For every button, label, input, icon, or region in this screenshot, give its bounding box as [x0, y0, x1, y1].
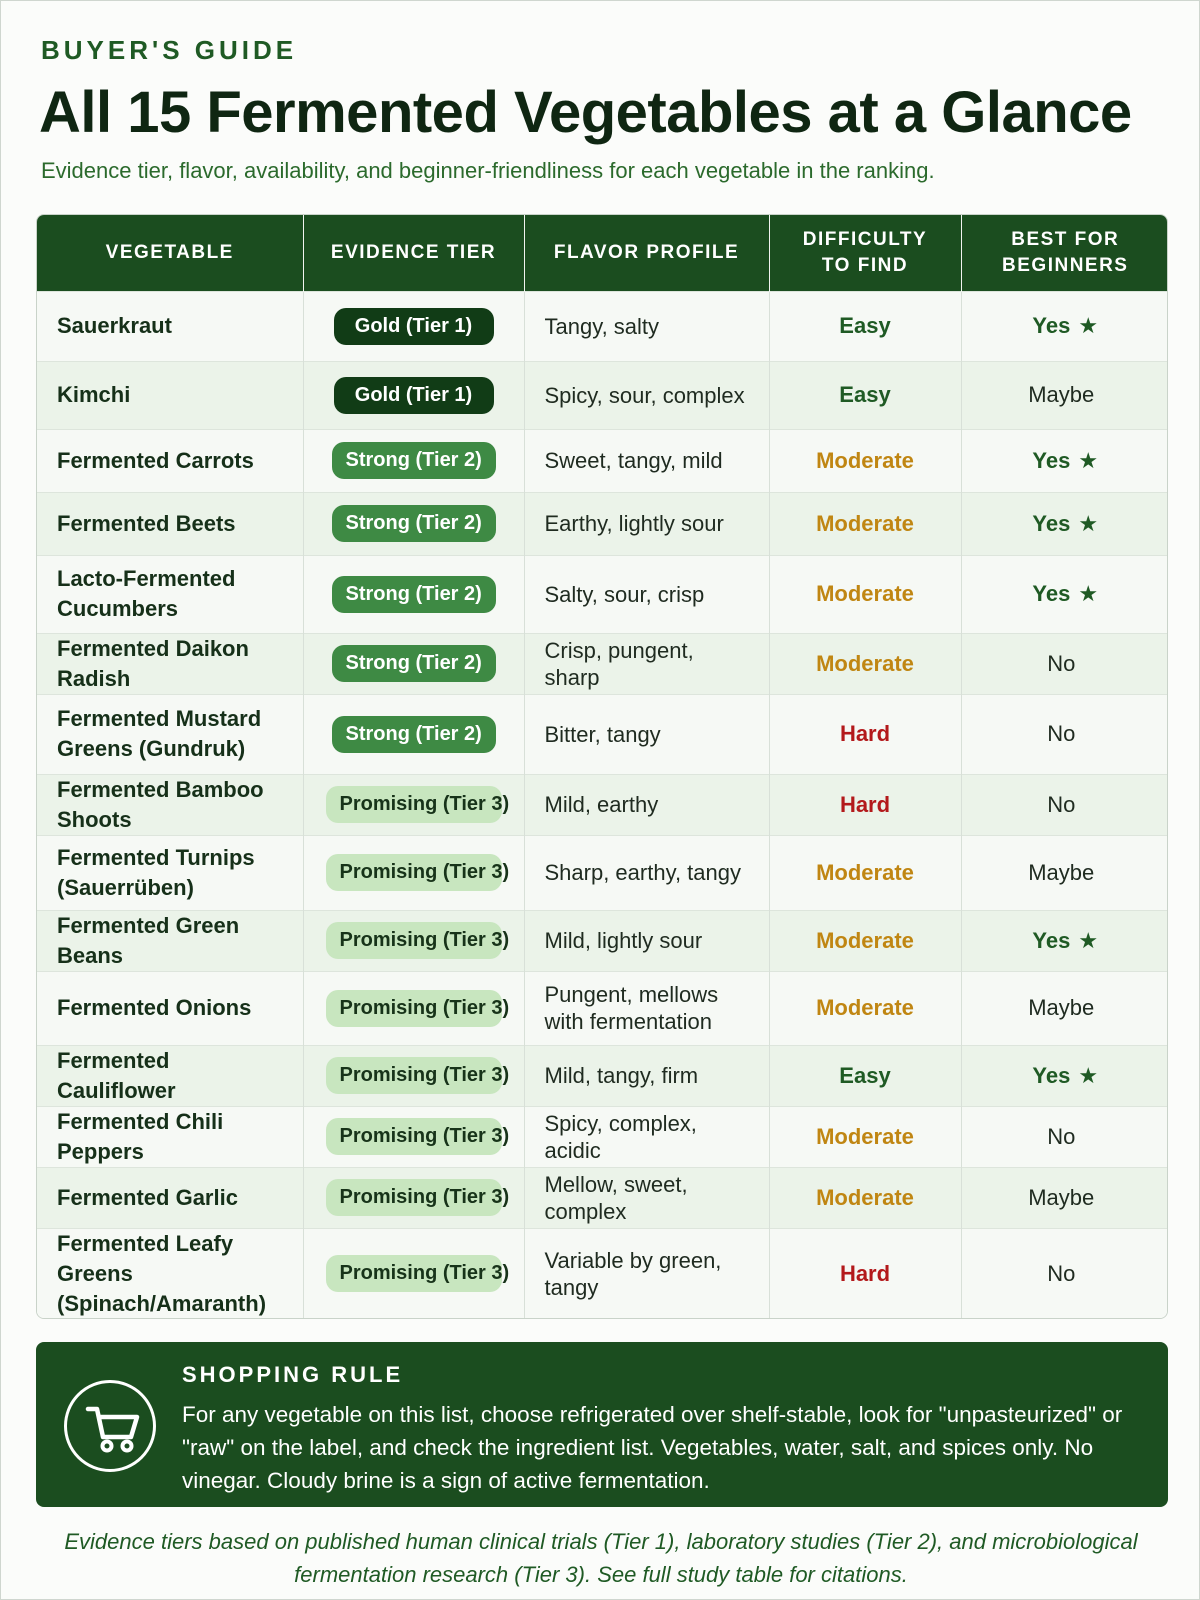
cell-best-for-beginners — [961, 291, 1168, 361]
cell-vegetable — [37, 774, 303, 835]
cell-flavor-profile — [524, 1045, 769, 1106]
vegetable-name: Fermented Green Beans — [57, 912, 240, 968]
cell-vegetable — [37, 429, 303, 492]
cell-best-for-beginners — [961, 1106, 1168, 1167]
table-row — [37, 429, 1168, 492]
star-icon: ★ — [1078, 510, 1099, 536]
cell-evidence-tier — [303, 492, 524, 555]
shopping-rule-text: For any vegetable on this list, choose refrigerated over shelf-stable, look for "unpasteurized" or "raw" on the label, and check the ingredient list. Vegetables, water, salt, and spices only. No vinegar. Cloudy brine is a sign of active fermentation. — [182, 1402, 1123, 1493]
evidence-tier-badge: Promising (Tier 3) — [326, 990, 502, 1027]
vegetable-name: Fermented Cauliflower — [57, 1047, 176, 1103]
table-row — [37, 555, 1168, 633]
cell-best-for-beginners — [961, 492, 1168, 555]
evidence-tier-badge: Promising (Tier 3) — [326, 854, 502, 891]
cell-difficulty — [769, 774, 961, 835]
evidence-tier-badge: Strong (Tier 2) — [332, 576, 496, 613]
cell-best-for-beginners — [961, 971, 1168, 1045]
beginner-text: Yes — [1032, 581, 1071, 606]
flavor-text: Crisp, pungent, sharp — [544, 637, 694, 690]
vegetable-name: Fermented Mustard Greens (Gundruk) — [57, 706, 262, 761]
beginner-text: Maybe — [1028, 382, 1095, 407]
table-row — [37, 1045, 1168, 1106]
cell-evidence-tier — [303, 910, 524, 971]
shopping-rule-panel — [36, 1342, 1168, 1507]
cell-difficulty — [769, 971, 961, 1045]
evidence-tier-badge: Strong (Tier 2) — [332, 505, 496, 542]
table-row — [37, 835, 1168, 910]
cell-difficulty — [769, 633, 961, 694]
evidence-tier-badge: Promising (Tier 3) — [326, 922, 502, 959]
star-icon: ★ — [1078, 927, 1099, 953]
star-icon: ★ — [1078, 581, 1099, 606]
cart-icon — [64, 1380, 156, 1472]
cell-difficulty — [769, 694, 961, 774]
flavor-text: Sweet, tangy, mild — [544, 448, 723, 473]
cell-difficulty — [769, 429, 961, 492]
cell-difficulty — [769, 1167, 961, 1228]
eyebrow-label: BUYER'S GUIDE — [41, 35, 298, 65]
table-row — [37, 492, 1168, 555]
table-row — [37, 291, 1168, 361]
table-row — [37, 910, 1168, 971]
cell-vegetable — [37, 835, 303, 910]
evidence-tier-badge: Promising (Tier 3) — [326, 786, 502, 823]
flavor-text: Spicy, sour, complex — [544, 382, 745, 408]
cell-flavor-profile — [524, 971, 769, 1045]
cell-difficulty — [769, 1106, 961, 1167]
flavor-text: Spicy, complex, acidic — [544, 1110, 697, 1163]
cell-best-for-beginners — [961, 1045, 1168, 1106]
difficulty-text: Moderate — [816, 1123, 914, 1149]
vegetable-name: Fermented Turnips (Sauerrüben) — [57, 844, 255, 900]
cell-evidence-tier — [303, 633, 524, 694]
cell-vegetable — [37, 492, 303, 555]
evidence-tier-badge: Strong (Tier 2) — [332, 716, 496, 753]
cell-evidence-tier — [303, 429, 524, 492]
difficulty-text: Moderate — [816, 650, 914, 676]
beginner-text: No — [1047, 1123, 1076, 1149]
evidence-tier-badge: Promising (Tier 3) — [326, 1179, 502, 1216]
cell-flavor-profile — [524, 555, 769, 633]
difficulty-text: Moderate — [816, 927, 914, 953]
cell-difficulty — [769, 910, 961, 971]
footnote: Evidence tiers based on published human clinical trials (Tier 1), laboratory studies (Tier 2), and microbiological fermentation research (Tier 3). See full study table for citations. — [64, 1529, 1138, 1587]
cell-evidence-tier — [303, 1228, 524, 1319]
page-title: All 15 Fermented Vegetables at a Glance — [39, 80, 1132, 145]
column-header-flavor-profile: FLAVOR PROFILE — [524, 215, 769, 291]
evidence-tier-badge: Gold (Tier 1) — [334, 308, 494, 345]
page-subtitle: Evidence tier, flavor, availability, and beginner-friendliness for each vegetable in the ranking. — [41, 158, 935, 183]
cell-vegetable — [37, 1106, 303, 1167]
table-row — [37, 774, 1168, 835]
flavor-text: Sharp, earthy, tangy — [544, 860, 741, 885]
evidence-tier-badge: Promising (Tier 3) — [326, 1118, 502, 1155]
cell-difficulty — [769, 1228, 961, 1319]
vegetable-name: Kimchi — [57, 382, 131, 407]
cell-flavor-profile — [524, 1228, 769, 1319]
column-header-evidence-tier: EVIDENCE TIER — [303, 215, 524, 291]
cell-evidence-tier — [303, 1045, 524, 1106]
cell-difficulty — [769, 835, 961, 910]
column-header-best-for-beginners: BEST FOR BEGINNERS — [961, 215, 1168, 291]
difficulty-text: Easy — [839, 313, 891, 338]
vegetables-table-container — [36, 214, 1168, 1319]
difficulty-text: Easy — [839, 1062, 891, 1088]
flavor-text: Mild, lightly sour — [544, 928, 703, 953]
flavor-text: Salty, sour, crisp — [544, 581, 705, 607]
cell-vegetable — [37, 291, 303, 361]
cell-vegetable — [37, 555, 303, 633]
flavor-text: Mild, earthy — [544, 792, 659, 817]
difficulty-text: Easy — [839, 382, 891, 407]
table-row — [37, 971, 1168, 1045]
flavor-text: Earthy, lightly sour — [544, 511, 724, 536]
cell-difficulty — [769, 291, 961, 361]
table-body — [37, 291, 1168, 1319]
vegetable-name: Fermented Leafy Greens (Spinach/Amaranth) — [57, 1230, 267, 1316]
cell-flavor-profile — [524, 835, 769, 910]
table-row — [37, 1228, 1168, 1319]
cell-best-for-beginners — [961, 361, 1168, 429]
cell-difficulty — [769, 492, 961, 555]
column-header-vegetable: VEGETABLE — [37, 215, 303, 291]
beginner-text: Maybe — [1028, 995, 1095, 1020]
cell-difficulty — [769, 361, 961, 429]
table-row — [37, 1167, 1168, 1228]
flavor-text: Bitter, tangy — [544, 721, 661, 747]
cell-evidence-tier — [303, 555, 524, 633]
evidence-tier-badge: Promising (Tier 3) — [326, 1057, 502, 1094]
difficulty-text: Moderate — [816, 859, 914, 885]
cell-vegetable — [37, 361, 303, 429]
beginner-text: Maybe — [1028, 859, 1095, 885]
table-row — [37, 633, 1168, 694]
difficulty-text: Hard — [839, 721, 891, 746]
cell-vegetable — [37, 910, 303, 971]
vegetable-name: Fermented Garlic — [57, 1184, 238, 1210]
cell-flavor-profile — [524, 429, 769, 492]
cell-best-for-beginners — [961, 910, 1168, 971]
cell-evidence-tier — [303, 835, 524, 910]
table-header-row — [37, 215, 1168, 291]
difficulty-text: Moderate — [816, 995, 914, 1020]
star-icon: ★ — [1078, 1062, 1099, 1088]
vegetable-name: Fermented Chili Peppers — [57, 1108, 224, 1164]
beginner-text: Yes — [1032, 927, 1071, 953]
vegetable-name: Sauerkraut — [57, 313, 172, 338]
cell-vegetable — [37, 694, 303, 774]
cell-evidence-tier — [303, 971, 524, 1045]
cell-vegetable — [37, 633, 303, 694]
table-row — [37, 694, 1168, 774]
difficulty-text: Moderate — [816, 581, 914, 606]
vegetable-name: Fermented Bamboo Shoots — [57, 776, 264, 832]
beginner-text: Yes — [1032, 1062, 1071, 1088]
flavor-text: Tangy, salty — [544, 313, 660, 339]
star-icon: ★ — [1078, 313, 1099, 338]
beginner-text: No — [1047, 650, 1076, 676]
cell-flavor-profile — [524, 1106, 769, 1167]
cell-best-for-beginners — [961, 774, 1168, 835]
vegetable-name: Lacto-Fermented Cucumbers — [57, 566, 236, 621]
vegetables-table — [37, 215, 1168, 1319]
cell-vegetable — [37, 971, 303, 1045]
evidence-tier-badge: Promising (Tier 3) — [326, 1255, 502, 1292]
cell-flavor-profile — [524, 492, 769, 555]
cell-difficulty — [769, 555, 961, 633]
beginner-text: Yes — [1032, 510, 1071, 536]
cell-evidence-tier — [303, 361, 524, 429]
cell-best-for-beginners — [961, 633, 1168, 694]
vegetable-name: Fermented Beets — [57, 510, 236, 536]
flavor-text: Pungent, mellows with fermentation — [544, 982, 719, 1034]
table-row — [37, 361, 1168, 429]
cell-evidence-tier — [303, 694, 524, 774]
beginner-text: No — [1047, 791, 1076, 817]
cell-flavor-profile — [524, 633, 769, 694]
difficulty-text: Moderate — [816, 447, 914, 473]
beginner-text: Yes — [1032, 313, 1071, 338]
cell-best-for-beginners — [961, 835, 1168, 910]
cell-vegetable — [37, 1167, 303, 1228]
cell-flavor-profile — [524, 774, 769, 835]
column-header-difficulty: DIFFICULTY TO FIND — [769, 215, 961, 291]
difficulty-text: Hard — [839, 1260, 891, 1286]
cell-vegetable — [37, 1228, 303, 1319]
cell-vegetable — [37, 1045, 303, 1106]
difficulty-text: Hard — [839, 791, 891, 817]
cell-best-for-beginners — [961, 429, 1168, 492]
cell-flavor-profile — [524, 910, 769, 971]
evidence-tier-badge: Gold (Tier 1) — [334, 377, 494, 414]
star-icon: ★ — [1078, 447, 1099, 473]
cell-difficulty — [769, 1045, 961, 1106]
cell-evidence-tier — [303, 774, 524, 835]
flavor-text: Variable by green, tangy — [544, 1247, 722, 1300]
cell-evidence-tier — [303, 291, 524, 361]
cell-best-for-beginners — [961, 1167, 1168, 1228]
table-row — [37, 1106, 1168, 1167]
beginner-text: No — [1047, 721, 1076, 746]
cell-best-for-beginners — [961, 555, 1168, 633]
difficulty-text: Moderate — [816, 1184, 914, 1210]
vegetable-name: Fermented Onions — [57, 995, 252, 1020]
cell-flavor-profile — [524, 1167, 769, 1228]
difficulty-text: Moderate — [816, 510, 914, 536]
evidence-tier-badge: Strong (Tier 2) — [332, 645, 496, 682]
beginner-text: Yes — [1032, 447, 1071, 473]
cell-evidence-tier — [303, 1167, 524, 1228]
vegetable-name: Fermented Daikon Radish — [57, 635, 249, 691]
flavor-text: Mild, tangy, firm — [544, 1063, 699, 1088]
evidence-tier-badge: Strong (Tier 2) — [332, 442, 496, 479]
cell-flavor-profile — [524, 361, 769, 429]
beginner-text: No — [1047, 1260, 1076, 1286]
cell-best-for-beginners — [961, 694, 1168, 774]
cell-flavor-profile — [524, 291, 769, 361]
beginner-text: Maybe — [1028, 1184, 1095, 1210]
cell-evidence-tier — [303, 1106, 524, 1167]
shopping-rule-title: SHOPPING RULE — [182, 1362, 404, 1387]
vegetable-name: Fermented Carrots — [57, 447, 254, 473]
cell-best-for-beginners — [961, 1228, 1168, 1319]
cell-flavor-profile — [524, 694, 769, 774]
flavor-text: Mellow, sweet, complex — [544, 1171, 688, 1224]
